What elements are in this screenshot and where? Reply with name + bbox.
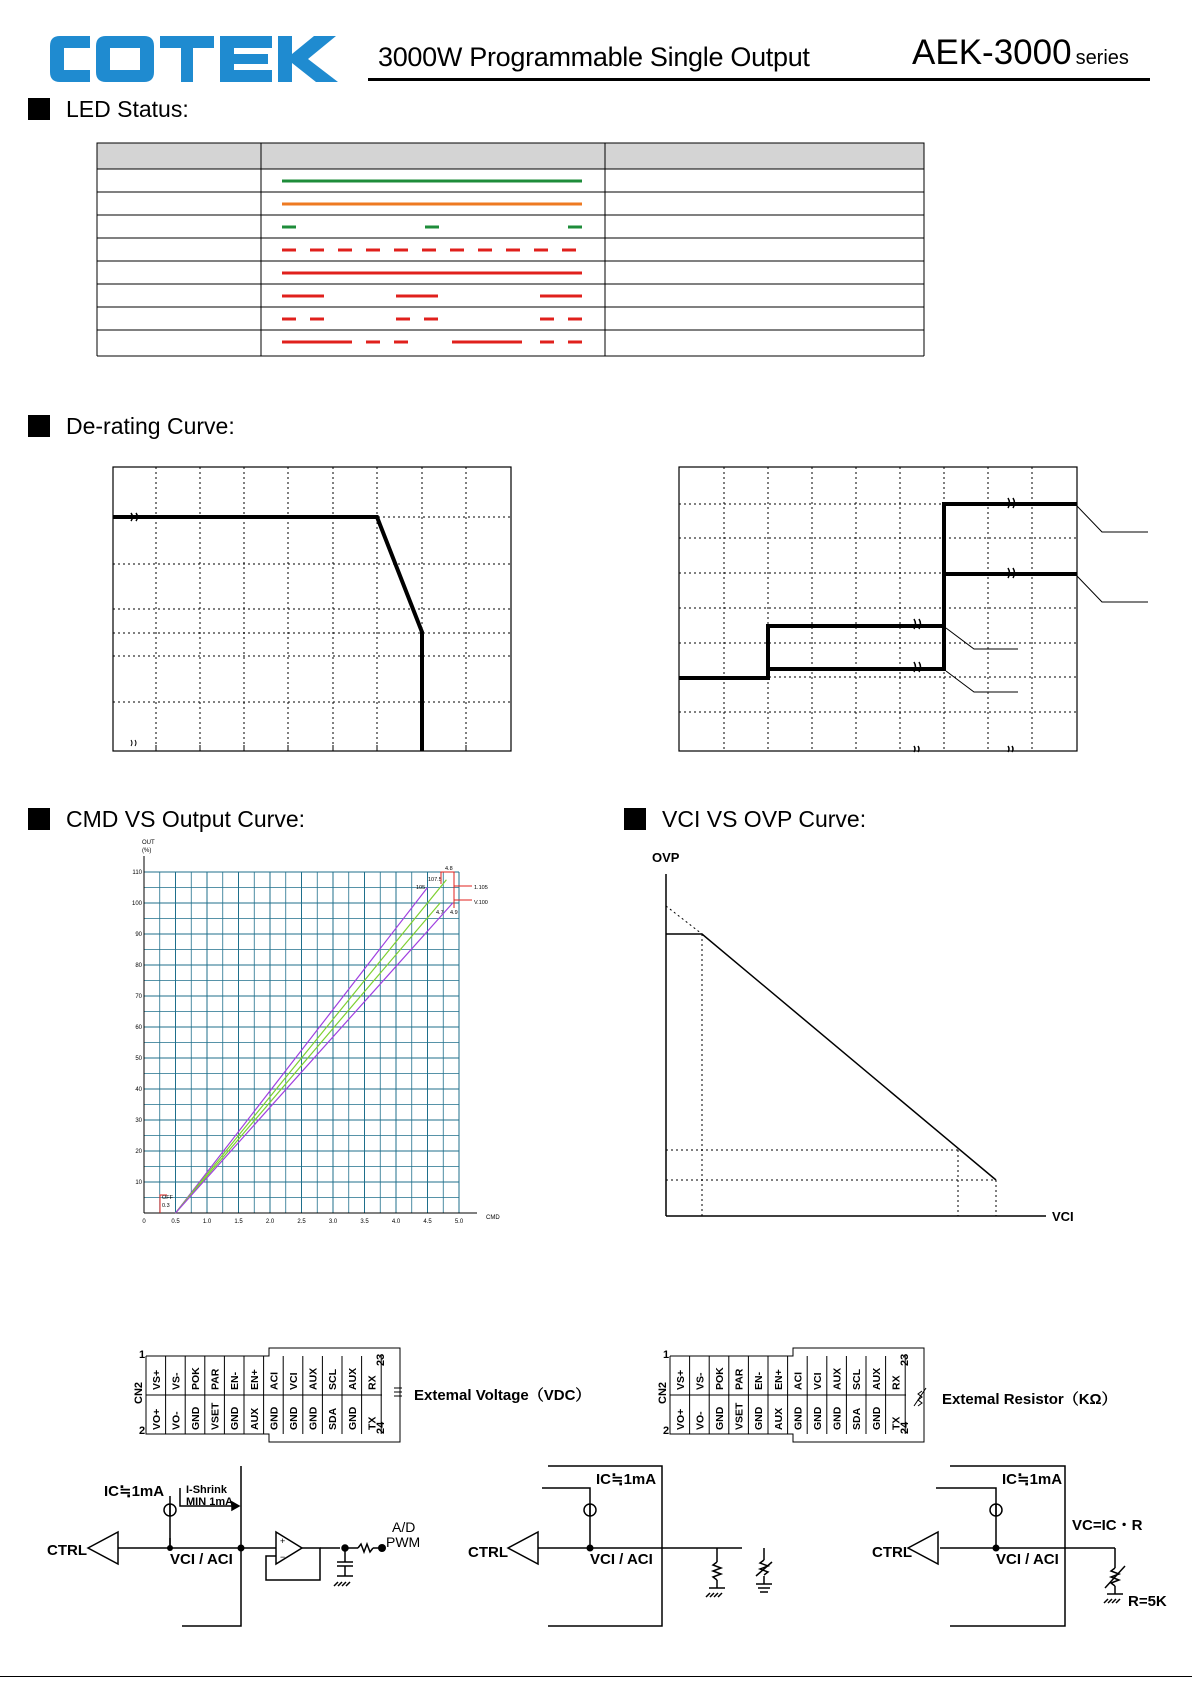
- y-tick-label: 20: [135, 1149, 142, 1155]
- pin-label-top: AUX: [831, 1367, 844, 1390]
- x-tick-label: 1.0: [202, 1219, 212, 1225]
- vci-aci-label: VCI / ACI: [996, 1551, 1059, 1568]
- circuit-external-voltage: [40, 1460, 440, 1630]
- pin-label-bottom: GND: [190, 1406, 202, 1430]
- circuit-external-resistor-pull: [460, 1460, 800, 1630]
- y-tick-label: 100: [131, 901, 142, 907]
- x-tick-label: 5.0: [454, 1219, 464, 1225]
- pin-label-top: EN+: [772, 1369, 785, 1390]
- anno-105: 105: [416, 885, 426, 891]
- cmd-y-label: OUT: [142, 840, 155, 846]
- vci-ovp-chart: [640, 848, 1080, 1228]
- cmd-chart-grid: [144, 856, 477, 1213]
- pin-label-top: VS+: [674, 1369, 687, 1390]
- y-tick-label: 90: [135, 932, 142, 938]
- document-subtitle: 3000W Programmable Single Output: [378, 42, 810, 72]
- ad-label: A/D: [392, 1519, 416, 1535]
- x-tick-label: 3.0: [328, 1219, 338, 1225]
- ctrl-label: CTRL: [468, 1544, 508, 1561]
- opamp-plus: +: [280, 1536, 286, 1546]
- x-tick-label: 1.5: [234, 1219, 243, 1225]
- ic-label: IC≒1mA: [596, 1471, 657, 1488]
- pin-label-top: VS-: [170, 1372, 183, 1390]
- pin-1-label: 1: [138, 1349, 146, 1361]
- pin-label-top: RX: [890, 1375, 903, 1390]
- pin-label-top: VCI: [288, 1372, 300, 1390]
- footer-rule: [0, 1676, 1192, 1677]
- off-label: OFF: [162, 1195, 173, 1201]
- y-tick-label: 70: [135, 994, 142, 1000]
- y-tick-label: 30: [135, 1118, 142, 1124]
- pin-label-bottom: SDA: [327, 1407, 340, 1430]
- cn2-label: CN2: [133, 1381, 145, 1404]
- pin-label-bottom: GND: [812, 1406, 824, 1430]
- pin-label-bottom: GND: [288, 1406, 300, 1430]
- ctrl-label: CTRL: [872, 1544, 912, 1561]
- pin-label-bottom: TX: [366, 1416, 379, 1430]
- x-tick-label: 4.0: [391, 1219, 401, 1225]
- pin-label-top: VCI: [812, 1372, 824, 1390]
- min-1ma-label: MIN 1mA: [186, 1496, 234, 1508]
- ctrl-label: CTRL: [47, 1542, 87, 1559]
- cmd-chart-series: [176, 880, 453, 1213]
- derating-chart-right: [678, 466, 1160, 756]
- opamp-minus: −: [280, 1552, 286, 1562]
- pin-label-top: SCL: [327, 1369, 340, 1390]
- x-tick-label: 2.0: [265, 1219, 275, 1225]
- section-bullet-icon: [28, 415, 50, 437]
- series-line-3: [176, 880, 447, 1213]
- pin-label-bottom: SDA: [851, 1407, 864, 1430]
- external-resistor-label: Extemal Resistor（KΩ）: [942, 1391, 1117, 1408]
- pin-label-bottom: VO-: [170, 1411, 183, 1430]
- pin-label-top: EN-: [753, 1371, 766, 1390]
- cmd-x-label: CMD: [486, 1215, 500, 1221]
- vc-formula-label: VC=IC・R: [1072, 1517, 1143, 1534]
- pin-label-top: VS+: [150, 1369, 163, 1390]
- led-status-heading: LED Status:: [28, 96, 189, 123]
- pwm-label: PWM: [386, 1534, 421, 1550]
- anno-107-5: 107.5: [428, 877, 442, 883]
- pin-1-label: 1: [662, 1349, 670, 1361]
- pin-label-bottom: VSET: [209, 1402, 222, 1430]
- anno-4-9: 4.9: [450, 910, 458, 916]
- pin-label-bottom: GND: [229, 1406, 242, 1430]
- pin-label-top: AUX: [346, 1367, 359, 1390]
- ovp-axis-label: OVP: [652, 850, 680, 865]
- section-bullet-icon: [624, 808, 646, 830]
- cmd-output-chart: [131, 836, 514, 1232]
- pin-label-bottom: TX: [890, 1416, 903, 1430]
- pin-label-top: POK: [190, 1367, 202, 1390]
- pin-label-bottom: GND: [346, 1406, 359, 1430]
- cn2-label: CN2: [657, 1381, 669, 1404]
- vci-axis-label: VCI: [1052, 1209, 1074, 1224]
- x-tick-label: 2.5: [297, 1219, 306, 1225]
- pin-label-bottom: GND: [831, 1406, 844, 1430]
- pin-23-label: 23: [375, 1353, 387, 1366]
- y-tick-label: 60: [135, 1025, 142, 1031]
- section-bullet-icon: [28, 98, 50, 120]
- derating-chart-left: [112, 466, 514, 754]
- anno-v100: V.100: [474, 900, 488, 906]
- y-tick-label: 40: [135, 1087, 142, 1093]
- x-tick-label: 0.5: [171, 1219, 180, 1225]
- i-shrink-label: I-Shrink: [186, 1484, 227, 1496]
- pin-label-top: RX: [366, 1375, 379, 1390]
- anno-1-105: 1.105: [474, 885, 488, 891]
- pin-label-top: SCL: [851, 1369, 864, 1390]
- pin-label-top: AUX: [307, 1367, 320, 1390]
- pin-label-top: POK: [714, 1367, 726, 1390]
- y-tick-label: 110: [132, 870, 142, 876]
- pin-24-label: 24: [899, 1421, 911, 1434]
- section-bullet-icon: [28, 808, 50, 830]
- cn2-connector-left: [126, 1344, 626, 1444]
- pin-2-label: 2: [662, 1425, 670, 1437]
- cotek-logo: [46, 30, 346, 88]
- pin-23-label: 23: [899, 1353, 911, 1366]
- series-label: series: [1075, 47, 1129, 69]
- vci-aci-label: VCI / ACI: [170, 1551, 233, 1568]
- pin-label-bottom: GND: [714, 1406, 726, 1430]
- pin-label-bottom: VO-: [694, 1411, 707, 1430]
- pin-label-top: PAR: [733, 1368, 746, 1390]
- pin-label-bottom: GND: [792, 1406, 805, 1430]
- pin-label-bottom: GND: [753, 1406, 766, 1430]
- pin-label-bottom: VSET: [733, 1402, 746, 1430]
- pin-label-top: EN-: [229, 1371, 242, 1390]
- cn2-connector-right: [650, 1344, 1170, 1444]
- ic-label: IC≒1mA: [104, 1483, 165, 1500]
- pin-label-top: AUX: [870, 1367, 883, 1390]
- pin-label-top: PAR: [209, 1368, 222, 1390]
- pin-label-bottom: AUX: [772, 1407, 785, 1430]
- pin-label-bottom: GND: [870, 1406, 883, 1430]
- r-value-label: R=5K: [1128, 1593, 1167, 1610]
- ic-label: IC≒1mA: [1002, 1471, 1063, 1488]
- y-tick-label: 50: [135, 1056, 142, 1062]
- pin-label-top: ACI: [268, 1371, 281, 1390]
- cmd-y-unit: (%): [142, 848, 152, 854]
- circuit-external-resistor: [860, 1460, 1170, 1650]
- pin-label-top: ACI: [792, 1371, 805, 1390]
- anno-4-7: 4.7: [436, 910, 444, 916]
- x-tick-label: 4.5: [423, 1219, 432, 1225]
- pin-label-bottom: GND: [307, 1406, 320, 1430]
- vci-ovp-heading: VCI VS OVP Curve:: [624, 806, 866, 833]
- x-tick-label: 3.5: [360, 1219, 369, 1225]
- pin-label-top: EN+: [248, 1369, 261, 1390]
- model-name: AEK-3000: [912, 33, 1072, 72]
- header-rule: [368, 78, 1150, 81]
- off-value: 0.3: [162, 1203, 170, 1209]
- pin-label-top: VS-: [694, 1372, 707, 1390]
- model-title: [912, 33, 1129, 73]
- derating-heading: De-rating Curve:: [28, 413, 235, 440]
- y-tick-label: 80: [135, 963, 142, 969]
- y-tick-label: 10: [135, 1180, 142, 1186]
- pin-label-bottom: VO+: [674, 1408, 687, 1430]
- x-tick-label: 0: [142, 1219, 146, 1225]
- pin-label-bottom: AUX: [248, 1407, 261, 1430]
- pin-24-label: 24: [375, 1421, 387, 1434]
- pin-label-bottom: GND: [268, 1406, 281, 1430]
- anno-4-8: 4.8: [445, 866, 453, 872]
- cmd-chart-tick-labels: [132, 870, 464, 1225]
- cmd-output-heading: CMD VS Output Curve:: [28, 806, 305, 833]
- pin-2-label: 2: [138, 1425, 146, 1437]
- external-voltage-label: Extemal Voltage（VDC）: [414, 1387, 591, 1404]
- pin-label-bottom: VO+: [150, 1408, 163, 1430]
- led-status-table: [96, 142, 926, 358]
- vci-aci-label: VCI / ACI: [590, 1551, 653, 1568]
